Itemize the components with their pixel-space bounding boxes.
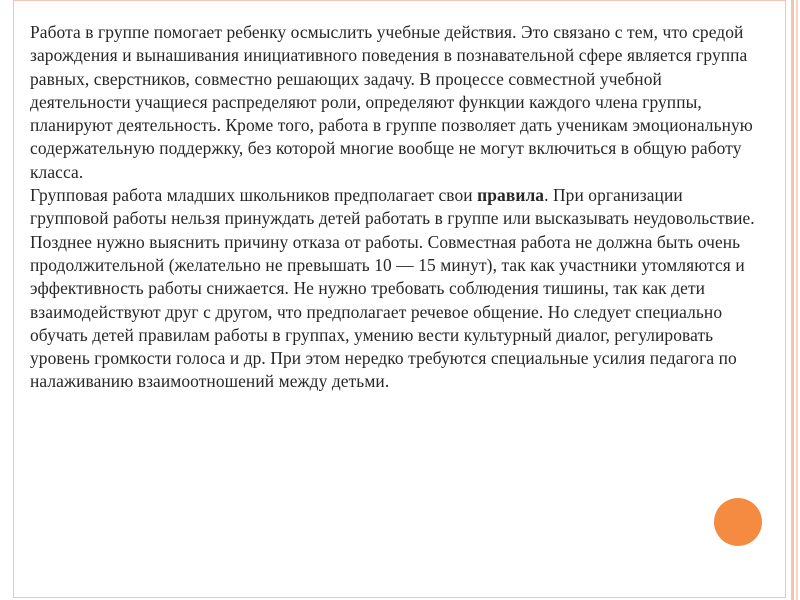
text-content [30,21,760,394]
side-stripe-inner [796,0,798,600]
rules-bold-word: правила [477,185,545,206]
paragraph-2-start: Групповая работа младших школьников предполагает свои [30,185,478,206]
paragraph-2 [30,184,760,394]
paragraph-2-end: . При организации групповой работы нельзя принуждать детей работать в группе или высказывать неудовольствие. Позднее нужно выяснить причину отказа от работы. Совместная работа не должна быть очень продолжительной (желательно не превышать 10 — 15 минут), так как участники утомляются и эффективность работы снижается. Не нужно требовать соблюдения тишины, так как дети взаимодействуют друг с другом, что предполагает речевое общение. Но следует специально обучать детей правилам работы в группах, умению вести культурный диалог, регулировать уровень громкости голоса и др. При этом нередко требуются специальные усилия педагога по налаживанию взаимоотношений между детьми. [30,185,755,392]
paragraph-1: Работа в группе помогает ребенку осмыслить учебные действия. Это связано с тем, что средой зарождения и вынашивания инициативного поведения в познавательной сфере является группа равных, сверстников, совместно решающих задачу. В процессе совместной учебной деятельности учащиеся распределяют роли, определяют функции каждого члена группы, планируют деятельность. Кроме того, работа в группе позволяет дать ученикам эмоциональную содержательную поддержку, без которой многие вообще не могут включиться в общую работу класса. [30,22,753,182]
side-stripe [791,0,794,600]
decorative-orange-circle [714,498,762,546]
